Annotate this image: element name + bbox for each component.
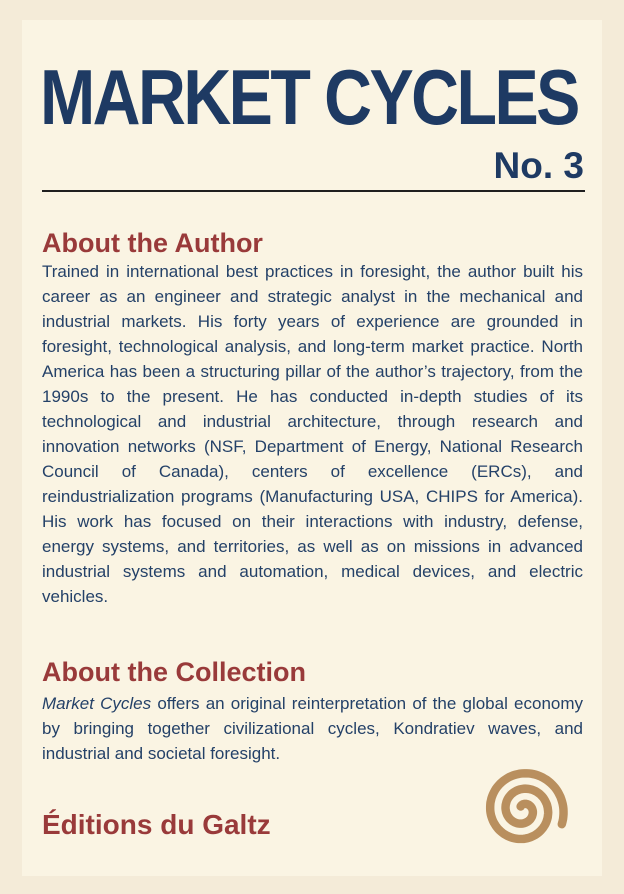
- collection-text: offers an original reinterpretation of the global economy by bringing together civilizational cycles, Kondratiev waves, and industrial and societal foresight.: [42, 694, 584, 763]
- about-collection-heading: About the Collection: [42, 657, 306, 687]
- about-collection-paragraph: [42, 691, 583, 766]
- series-name-italic: Market Cycles: [42, 694, 152, 713]
- issue-number: No. 3: [493, 145, 584, 186]
- title-divider: [42, 190, 585, 192]
- about-author-heading: About the Author: [42, 228, 263, 258]
- about-author-paragraph: Trained in international best practices in foresight, the author built his career as an engineer and strategic analyst in the mechanical and industrial markets. His forty years of experience are grounded in foresight, technological analysis, and long-term market practice. North America has been a structuring pillar of the author’s trajectory, from the 1990s to the present. He has conducted in-depth studies of its technological and industrial architecture, through research and innovation networks (NSF, Department of Energy, National Research Council of Canada), centers of excellence (ERCs), and reindustrialization programs (Manufacturing USA, CHIPS for America). His work has focused on their interactions with industry, defense, energy systems, and territories, as well as on missions in advanced industrial systems and automation, medical devices, and electric vehicles.: [42, 262, 583, 606]
- page-title: MARKET CYCLES: [40, 53, 578, 141]
- spiral-icon-path: [490, 773, 563, 839]
- spiral-icon: [474, 763, 572, 857]
- publisher-name: Éditions du Galtz: [42, 809, 271, 840]
